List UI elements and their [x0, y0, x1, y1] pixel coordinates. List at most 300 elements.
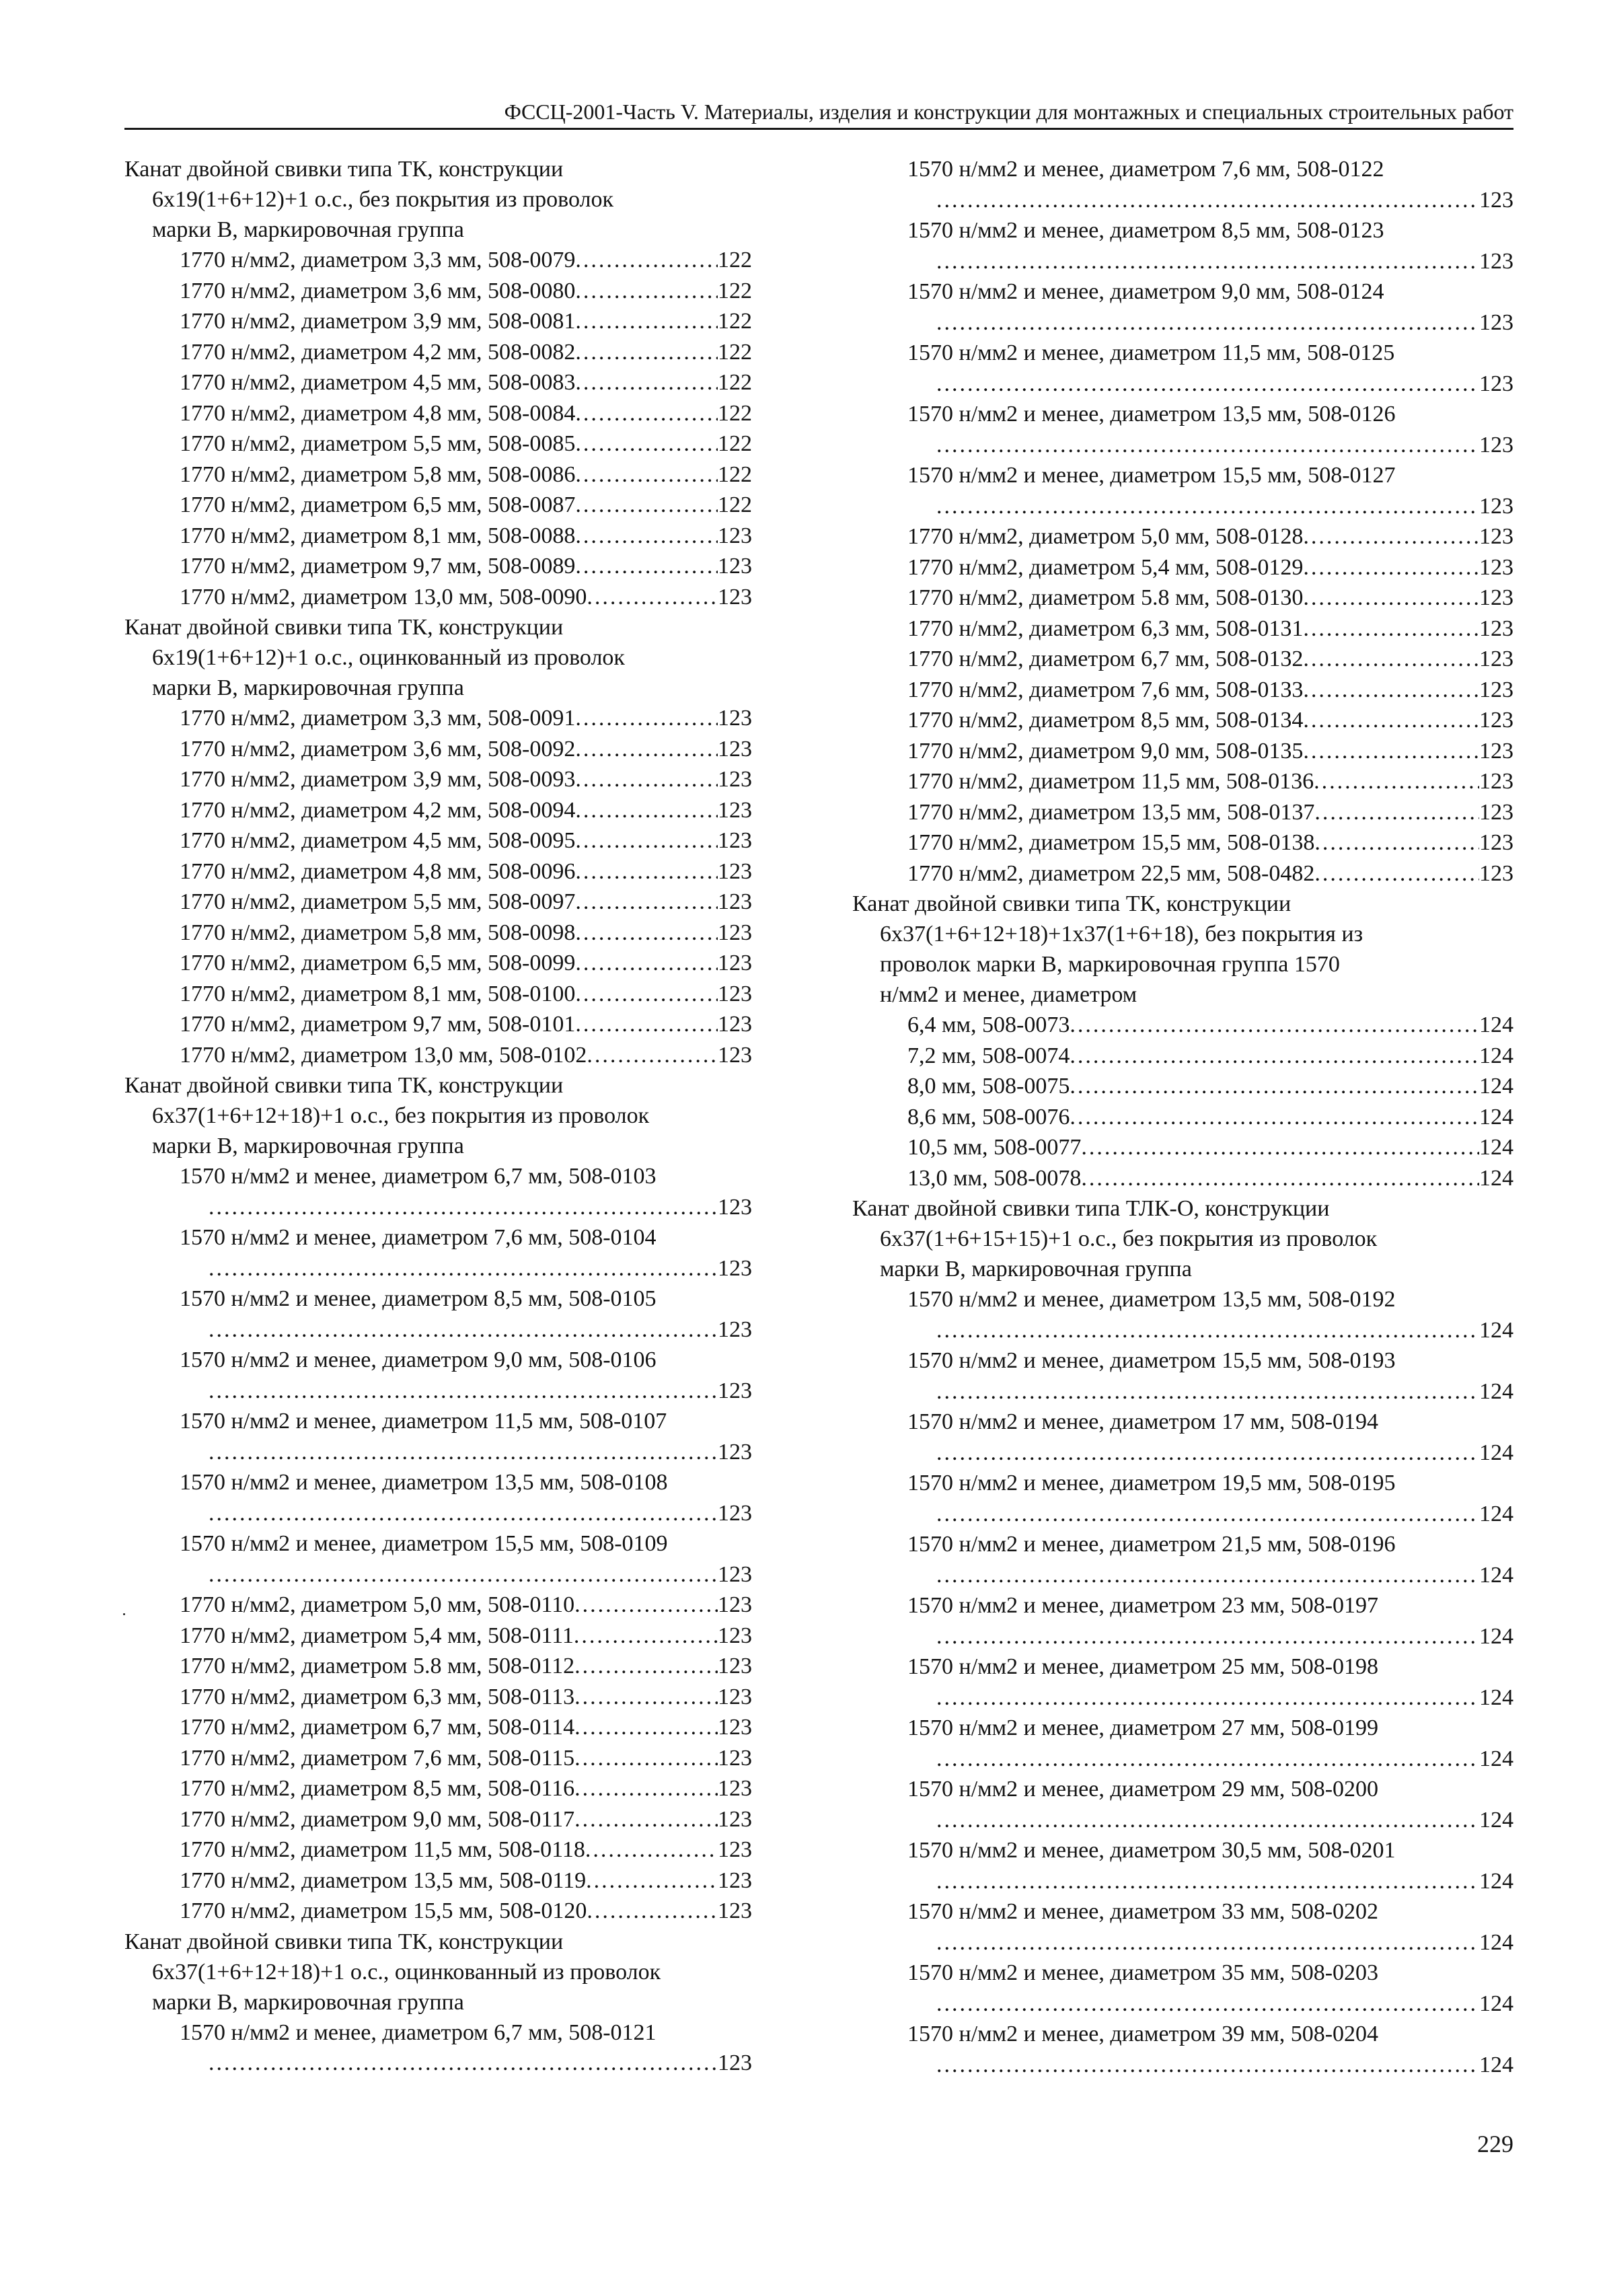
entry-label: 1570 н/мм2 и менее, диаметром 39 мм, 508-0204: [907, 2022, 1379, 2046]
index-entry: [124, 948, 752, 979]
index-entry: [852, 797, 1513, 828]
index-entry: [852, 1529, 1513, 1590]
entry-label: 1570 н/мм2 и менее, диаметром 11,5 мм, 508-0107: [180, 1409, 667, 1434]
entry-label: 1570 н/мм2 и менее, диаметром 7,6 мм, 508-0122: [907, 157, 1384, 182]
entry-label: 1770 н/мм2, диаметром 11,5 мм, 508-0118: [180, 1837, 585, 1862]
entry-page: 123: [1479, 493, 1513, 519]
dot-leader: [585, 1835, 718, 1865]
entry-page: 124: [1479, 1043, 1513, 1068]
entry-leader-line: [124, 1253, 752, 1284]
entry-page: 124: [1479, 1684, 1513, 1710]
dot-leader: [575, 734, 718, 765]
entry-page: 123: [718, 523, 752, 548]
dot-leader: [1070, 1010, 1479, 1041]
entry-leader-line: [124, 1192, 752, 1223]
index-entry: [124, 1743, 752, 1774]
entry-label: 1770 н/мм2, диаметром 3,6 мм, 508-0080: [180, 278, 576, 303]
index-entry: [852, 675, 1513, 706]
entry-label: 1770 н/мм2, диаметром 9,0 мм, 508-0135: [907, 738, 1304, 764]
entry-label: 1570 н/мм2 и менее, диаметром 15,5 мм, 508-0127: [907, 463, 1396, 488]
scan-speck: [123, 1613, 125, 1615]
entry-page: 124: [1479, 1929, 1513, 1955]
group-heading-line: Канат двойной свивки типа ТК, конструкции: [124, 1073, 564, 1098]
dot-leader: [575, 276, 718, 307]
entry-label: 1570 н/мм2 и менее, диаметром 30,5 мм, 508-0201: [907, 1838, 1396, 1863]
index-entry: [124, 1528, 752, 1590]
entry-label: 1770 н/мм2, диаметром 6,5 мм, 508-0087: [180, 492, 576, 517]
entry-label: 1770 н/мм2, диаметром 7,6 мм, 508-0133: [907, 677, 1304, 702]
entry-page: 123: [1479, 248, 1513, 274]
dot-leader: [936, 1682, 1479, 1713]
dot-leader: [209, 2048, 718, 2079]
entry-label: 1570 н/мм2 и менее, диаметром 9,0 мм, 508-0124: [907, 279, 1384, 304]
dot-leader: [575, 1009, 718, 1040]
entry-page: 123: [1479, 646, 1513, 671]
group-heading-line: 6х37(1+6+12+18)+1 о.с., оцинкованный из проволок: [152, 1959, 661, 1985]
entry-label: 1770 н/мм2, диаметром 3,9 мм, 508-0093: [180, 767, 576, 792]
entry-leader-line: [852, 430, 1513, 461]
entry-page: 123: [718, 1012, 752, 1037]
index-entry: [124, 398, 752, 429]
dot-leader: [936, 1805, 1479, 1836]
index-entry: [852, 1163, 1513, 1194]
entry-leader-line: [852, 2050, 1513, 2081]
index-entry: [124, 1896, 752, 1927]
index-entry: [124, 825, 752, 856]
entry-label: 1770 н/мм2, диаметром 4,8 мм, 508-0096: [180, 858, 576, 884]
dot-leader: [575, 367, 718, 398]
index-entry: [852, 614, 1513, 644]
dot-leader: [209, 1498, 718, 1529]
group-heading-line: марки В, маркировочная группа: [152, 217, 464, 242]
entry-leader-line: [852, 1315, 1513, 1346]
index-entry: [852, 1102, 1513, 1133]
dot-leader: [936, 1621, 1479, 1652]
entry-page: 123: [718, 858, 752, 884]
entry-label: 1770 н/мм2, диаметром 5,8 мм, 508-0098: [180, 920, 576, 945]
dot-leader: [575, 337, 718, 368]
index-entry: [124, 1590, 752, 1621]
entry-label: 8,0 мм, 508-0075: [907, 1074, 1070, 1099]
entry-label: 1570 н/мм2 и менее, диаметром 13,5 мм, 508-0126: [907, 402, 1396, 427]
entry-page: 123: [718, 736, 752, 762]
index-entry: [124, 367, 752, 398]
entry-leader-line: [852, 1682, 1513, 1713]
entry-page: 123: [1479, 524, 1513, 549]
dot-leader: [587, 1040, 718, 1071]
entry-leader-line: [852, 1744, 1513, 1775]
group-heading-line: Канат двойной свивки типа ТК, конструкции: [124, 157, 564, 182]
entry-leader-line: [124, 1437, 752, 1468]
entry-page: 122: [718, 339, 752, 365]
entry-page: 123: [718, 1623, 752, 1648]
entry-page: 123: [718, 1500, 752, 1526]
index-column-left: [124, 154, 752, 2079]
index-entry: [852, 644, 1513, 675]
entry-page: 124: [1479, 1440, 1513, 1465]
entry-leader-line: [852, 491, 1513, 522]
entry-label: 1570 н/мм2 и менее, диаметром 11,5 мм, 508-0125: [907, 340, 1395, 365]
entry-leader-line: [852, 1989, 1513, 2020]
entry-page: 124: [1479, 1012, 1513, 1037]
entry-label: 1570 н/мм2 и менее, диаметром 25 мм, 508-0198: [907, 1654, 1379, 1679]
entry-page: 123: [718, 1592, 752, 1617]
entry-page: 123: [718, 1776, 752, 1801]
index-entry: [124, 1651, 752, 1682]
entry-leader-line: [852, 1866, 1513, 1897]
entry-page: 122: [718, 309, 752, 334]
index-entry: [124, 1682, 752, 1713]
index-entry: [852, 858, 1513, 889]
index-group: [852, 154, 1513, 889]
header-rule: [124, 128, 1513, 130]
dot-leader: [1070, 1102, 1479, 1133]
entry-page: 124: [1479, 1317, 1513, 1343]
entry-leader-line: [852, 1805, 1513, 1836]
dot-leader: [574, 1590, 718, 1621]
index-entry: [124, 1345, 752, 1406]
entry-label: 1770 н/мм2, диаметром 5,0 мм, 508-0110: [180, 1592, 575, 1617]
index-entry: [124, 703, 752, 734]
dot-leader: [575, 306, 718, 337]
entry-label: 1570 н/мм2 и менее, диаметром 8,5 мм, 508-0123: [907, 218, 1384, 243]
entry-label: 1770 н/мм2, диаметром 3,9 мм, 508-0081: [180, 309, 576, 334]
page-number: 229: [1477, 2131, 1513, 2157]
entry-page: 122: [718, 278, 752, 303]
entry-page: 122: [718, 400, 752, 426]
entry-page: 123: [1479, 616, 1513, 641]
dot-leader: [936, 1744, 1479, 1775]
dot-leader: [574, 1621, 718, 1652]
dot-leader: [936, 1866, 1479, 1897]
dot-leader: [1303, 521, 1479, 552]
entry-leader-line: [124, 1314, 752, 1345]
entry-page: 124: [1479, 1135, 1513, 1160]
group-heading-line: 6х19(1+6+12)+1 о.с., без покрытия из проволок: [152, 187, 613, 212]
index-entry: [124, 979, 752, 1010]
index-entry: [124, 582, 752, 613]
dot-leader: [1303, 644, 1479, 675]
dot-leader: [209, 1314, 718, 1345]
dot-leader: [1303, 583, 1479, 614]
entry-page: 124: [1479, 2052, 1513, 2077]
entry-page: 123: [1479, 860, 1513, 886]
index-entry: [852, 276, 1513, 338]
entry-label: 1770 н/мм2, диаметром 22,5 мм, 508-0482: [907, 860, 1315, 886]
dot-leader: [574, 1743, 718, 1774]
entry-label: 1570 н/мм2 и менее, диаметром 29 мм, 508-0200: [907, 1777, 1379, 1802]
entry-label: 1770 н/мм2, диаметром 9,0 мм, 508-0117: [180, 1806, 575, 1832]
dot-leader: [936, 1927, 1479, 1958]
dot-leader: [574, 1804, 718, 1835]
entry-page: 123: [718, 1745, 752, 1771]
index-entry: [124, 1009, 752, 1040]
dot-leader: [575, 856, 718, 887]
entry-page: 122: [718, 431, 752, 456]
index-entry: [124, 1621, 752, 1652]
entry-page: 123: [718, 554, 752, 579]
entry-label: 1570 н/мм2 и менее, диаметром 21,5 мм, 508-0196: [907, 1532, 1396, 1557]
entry-label: 1770 н/мм2, диаметром 5.8 мм, 508-0130: [907, 585, 1304, 610]
entry-page: 124: [1479, 1562, 1513, 1588]
index-entry: [124, 245, 752, 276]
dot-leader: [936, 491, 1479, 522]
dot-leader: [209, 1253, 718, 1284]
entry-label: 1770 н/мм2, диаметром 13,5 мм, 508-0137: [907, 799, 1315, 825]
entry-page: 123: [1479, 371, 1513, 396]
entry-label: 1770 н/мм2, диаметром 5,5 мм, 508-0085: [180, 431, 576, 456]
index-group: [124, 1070, 752, 1927]
entry-page: 123: [718, 920, 752, 945]
dot-leader: [936, 369, 1479, 400]
dot-leader: [936, 1989, 1479, 2020]
entry-page: 123: [1479, 432, 1513, 457]
entry-leader-line: [124, 2048, 752, 2079]
entry-page: 124: [1479, 1104, 1513, 1130]
entry-label: 1570 н/мм2 и менее, диаметром 27 мм, 508-0199: [907, 1715, 1379, 1740]
entry-page: 123: [718, 584, 752, 609]
entry-page: 123: [1479, 708, 1513, 733]
dot-leader: [574, 1682, 718, 1713]
index-entry: [124, 1865, 752, 1896]
entry-page: 122: [718, 248, 752, 272]
dot-leader: [936, 430, 1479, 461]
entry-label: 1770 н/мм2, диаметром 9,7 мм, 508-0089: [180, 554, 576, 579]
entry-label: 1570 н/мм2 и менее, диаметром 15,5 мм, 508-0109: [180, 1531, 668, 1556]
entry-label: 1770 н/мм2, диаметром 4,5 мм, 508-0083: [180, 370, 576, 395]
index-entry: [852, 1010, 1513, 1041]
group-heading-line: марки В, маркировочная группа: [152, 1134, 464, 1158]
dot-leader: [575, 887, 718, 918]
index-entry: [124, 1712, 752, 1743]
index-entry: [124, 551, 752, 582]
entry-leader-line: [124, 1559, 752, 1590]
entry-label: 1770 н/мм2, диаметром 3,3 мм, 508-0091: [180, 706, 576, 731]
entry-label: 1570 н/мм2 и менее, диаметром 6,7 мм, 508-0103: [180, 1164, 657, 1189]
dot-leader: [575, 918, 718, 949]
entry-page: 124: [1479, 1807, 1513, 1832]
entry-page: 123: [718, 1806, 752, 1832]
entry-page: 123: [718, 767, 752, 792]
group-heading-line: 6х37(1+6+15+15)+1 о.с., без покрытия из проволок: [880, 1226, 1378, 1251]
entry-label: 1770 н/мм2, диаметром 6,3 мм, 508-0113: [180, 1684, 575, 1709]
index-entry: [852, 1896, 1513, 1958]
dot-leader: [575, 429, 718, 459]
entry-label: 1770 н/мм2, диаметром 13,0 мм, 508-0102: [180, 1042, 587, 1068]
index-entry: [124, 490, 752, 521]
group-heading-line: н/мм2 и менее, диаметром: [880, 982, 1137, 1007]
dot-leader: [575, 764, 718, 795]
dot-leader: [575, 948, 718, 979]
dot-leader: [1303, 675, 1479, 706]
entry-label: 1570 н/мм2 и менее, диаметром 17 мм, 508-0194: [907, 1409, 1379, 1434]
dot-leader: [575, 459, 718, 490]
entry-label: 1770 н/мм2, диаметром 6,3 мм, 508-0131: [907, 616, 1304, 641]
dot-leader: [1303, 614, 1479, 644]
group-heading-line: 6х37(1+6+12+18)+1х37(1+6+18), без покрытия из: [880, 922, 1363, 947]
index-group: [852, 1193, 1513, 2080]
entry-page: 123: [718, 1654, 752, 1678]
entry-leader-line: [852, 1560, 1513, 1591]
entry-leader-line: [852, 369, 1513, 400]
dot-leader: [574, 1712, 718, 1743]
entry-leader-line: [124, 1376, 752, 1407]
dot-leader: [936, 2050, 1479, 2081]
entry-label: 1770 н/мм2, диаметром 8,1 мм, 508-0088: [180, 523, 576, 548]
index-entry: [124, 276, 752, 307]
entry-leader-line: [852, 1621, 1513, 1652]
dot-leader: [936, 1438, 1479, 1469]
entry-label: 1770 н/мм2, диаметром 5,4 мм, 508-0111: [180, 1623, 574, 1648]
entry-label: 1770 н/мм2, диаметром 5,5 мм, 508-0097: [180, 889, 576, 914]
entry-page: 124: [1479, 1074, 1513, 1099]
entry-label: 1770 н/мм2, диаметром 8,1 мм, 508-0100: [180, 981, 576, 1006]
index-entry: [852, 1407, 1513, 1468]
entry-label: 1770 н/мм2, диаметром 5.8 мм, 508-0112: [180, 1654, 575, 1678]
index-entry: [124, 856, 752, 887]
dot-leader: [209, 1376, 718, 1407]
entry-leader-line: [852, 185, 1513, 216]
entry-leader-line: [852, 1376, 1513, 1407]
entry-label: 1770 н/мм2, диаметром 13,5 мм, 508-0119: [180, 1867, 587, 1893]
dot-leader: [575, 490, 718, 521]
index-entry: [852, 552, 1513, 583]
entry-page: 123: [718, 1867, 752, 1893]
entry-label: 1770 н/мм2, диаметром 6,7 мм, 508-0132: [907, 646, 1304, 671]
entry-label: 1770 н/мм2, диаметром 9,7 мм, 508-0101: [180, 1012, 576, 1037]
index-entry: [852, 1652, 1513, 1713]
dot-leader: [1314, 858, 1479, 889]
index-entry: [124, 306, 752, 337]
entry-page: 123: [718, 1255, 752, 1281]
index-entry: [124, 1773, 752, 1804]
dot-leader: [575, 795, 718, 826]
entry-page: 123: [718, 981, 752, 1006]
index-entry: [124, 1040, 752, 1071]
dot-leader: [575, 979, 718, 1010]
dot-leader: [575, 521, 718, 552]
index-entry: [852, 766, 1513, 797]
group-heading-line: Канат двойной свивки типа ТК, конструкции: [852, 891, 1292, 916]
group-heading-line: Канат двойной свивки типа ТК, конструкции: [124, 615, 564, 640]
dot-leader: [1303, 552, 1479, 583]
index-entry: [124, 918, 752, 949]
entry-page: 123: [718, 1439, 752, 1465]
dot-leader: [1081, 1163, 1479, 1194]
index-entry: [124, 459, 752, 490]
dot-leader: [1314, 797, 1479, 828]
dot-leader: [936, 1560, 1479, 1591]
entry-page: 123: [718, 2050, 752, 2075]
dot-leader: [1081, 1132, 1479, 1163]
entry-label: 1570 н/мм2 и менее, диаметром 7,6 мм, 508-0104: [180, 1225, 657, 1250]
index-entry: [124, 2017, 752, 2079]
entry-page: 123: [718, 828, 752, 853]
index-entry: [124, 1222, 752, 1284]
index-entry: [124, 1406, 752, 1467]
entry-page: 123: [1479, 309, 1513, 335]
group-heading-line: марки В, маркировочная группа: [880, 1257, 1192, 1282]
dot-leader: [1303, 736, 1479, 767]
entry-label: 1770 н/мм2, диаметром 4,2 мм, 508-0094: [180, 797, 576, 823]
entry-leader-line: [124, 1498, 752, 1529]
dot-leader: [209, 1192, 718, 1223]
running-header: ФССЦ-2001-Часть V. Материалы, изделия и конструкции для монтажных и специальных строительных работ: [504, 100, 1513, 124]
index-entry: [852, 1041, 1513, 1072]
entry-page: 122: [718, 492, 752, 517]
dot-leader: [1303, 705, 1479, 736]
index-entry: [852, 521, 1513, 552]
entry-label: 1770 н/мм2, диаметром 4,2 мм, 508-0082: [180, 339, 576, 365]
entry-page: 122: [718, 370, 752, 395]
dot-leader: [587, 582, 718, 613]
index-entry: [852, 583, 1513, 614]
dot-leader: [587, 1896, 718, 1927]
index-entry: [852, 1468, 1513, 1529]
entry-label: 1570 н/мм2 и менее, диаметром 6,7 мм, 508-0121: [180, 2020, 657, 2045]
entry-page: 123: [1479, 585, 1513, 610]
entry-label: 1570 н/мм2 и менее, диаметром 13,5 мм, 508-0108: [180, 1470, 668, 1495]
index-entry: [852, 1774, 1513, 1835]
entry-page: 124: [1479, 1501, 1513, 1526]
dot-leader: [575, 245, 718, 276]
entry-label: 1770 н/мм2, диаметром 8,5 мм, 508-0134: [907, 708, 1304, 733]
entry-label: 1770 н/мм2, диаметром 5,8 мм, 508-0086: [180, 461, 576, 487]
entry-label: 1770 н/мм2, диаметром 13,0 мм, 508-0090: [180, 584, 587, 609]
index-entry: [852, 1713, 1513, 1774]
entry-label: 8,6 мм, 508-0076: [907, 1104, 1070, 1130]
index-entry: [124, 1284, 752, 1345]
index-entry: [124, 1804, 752, 1835]
entry-page: 124: [1479, 1991, 1513, 2016]
entry-leader-line: [852, 246, 1513, 277]
entry-label: 1570 н/мм2 и менее, диаметром 15,5 мм, 508-0193: [907, 1348, 1396, 1373]
dot-leader: [586, 1865, 718, 1896]
index-entry: [852, 705, 1513, 736]
entry-leader-line: [852, 307, 1513, 338]
entry-label: 1770 н/мм2, диаметром 5,0 мм, 508-0128: [907, 524, 1304, 549]
index-entry: [124, 429, 752, 459]
entry-label: 13,0 мм, 508-0078: [907, 1165, 1082, 1191]
entry-label: 1770 н/мм2, диаметром 8,5 мм, 508-0116: [180, 1776, 575, 1801]
index-entry: [124, 887, 752, 918]
entry-page: 123: [1479, 187, 1513, 213]
entry-label: 1570 н/мм2 и менее, диаметром 35 мм, 508-0203: [907, 1960, 1379, 1985]
index-entry: [124, 1467, 752, 1528]
index-group: [124, 1927, 752, 2079]
entry-label: 1570 н/мм2 и менее, диаметром 23 мм, 508-0197: [907, 1593, 1379, 1618]
dot-leader: [575, 825, 718, 856]
index-entry: [852, 2019, 1513, 2080]
index-entry: [852, 1071, 1513, 1102]
dot-leader: [575, 551, 718, 582]
entry-page: 123: [1479, 738, 1513, 764]
group-heading-line: марки В, маркировочная группа: [152, 675, 464, 700]
entry-page: 123: [718, 1378, 752, 1403]
dot-leader: [574, 1773, 718, 1804]
entry-page: 124: [1479, 1378, 1513, 1404]
entry-label: 6,4 мм, 508-0073: [907, 1012, 1070, 1037]
dot-leader: [936, 1499, 1479, 1530]
dot-leader: [574, 1651, 718, 1682]
entry-label: 1570 н/мм2 и менее, диаметром 19,5 мм, 508-0195: [907, 1471, 1396, 1495]
dot-leader: [936, 307, 1479, 338]
entry-page: 123: [718, 1684, 752, 1709]
dot-leader: [209, 1559, 718, 1590]
entry-page: 123: [718, 1194, 752, 1220]
index-entry: [852, 460, 1513, 521]
index-entry: [852, 736, 1513, 767]
